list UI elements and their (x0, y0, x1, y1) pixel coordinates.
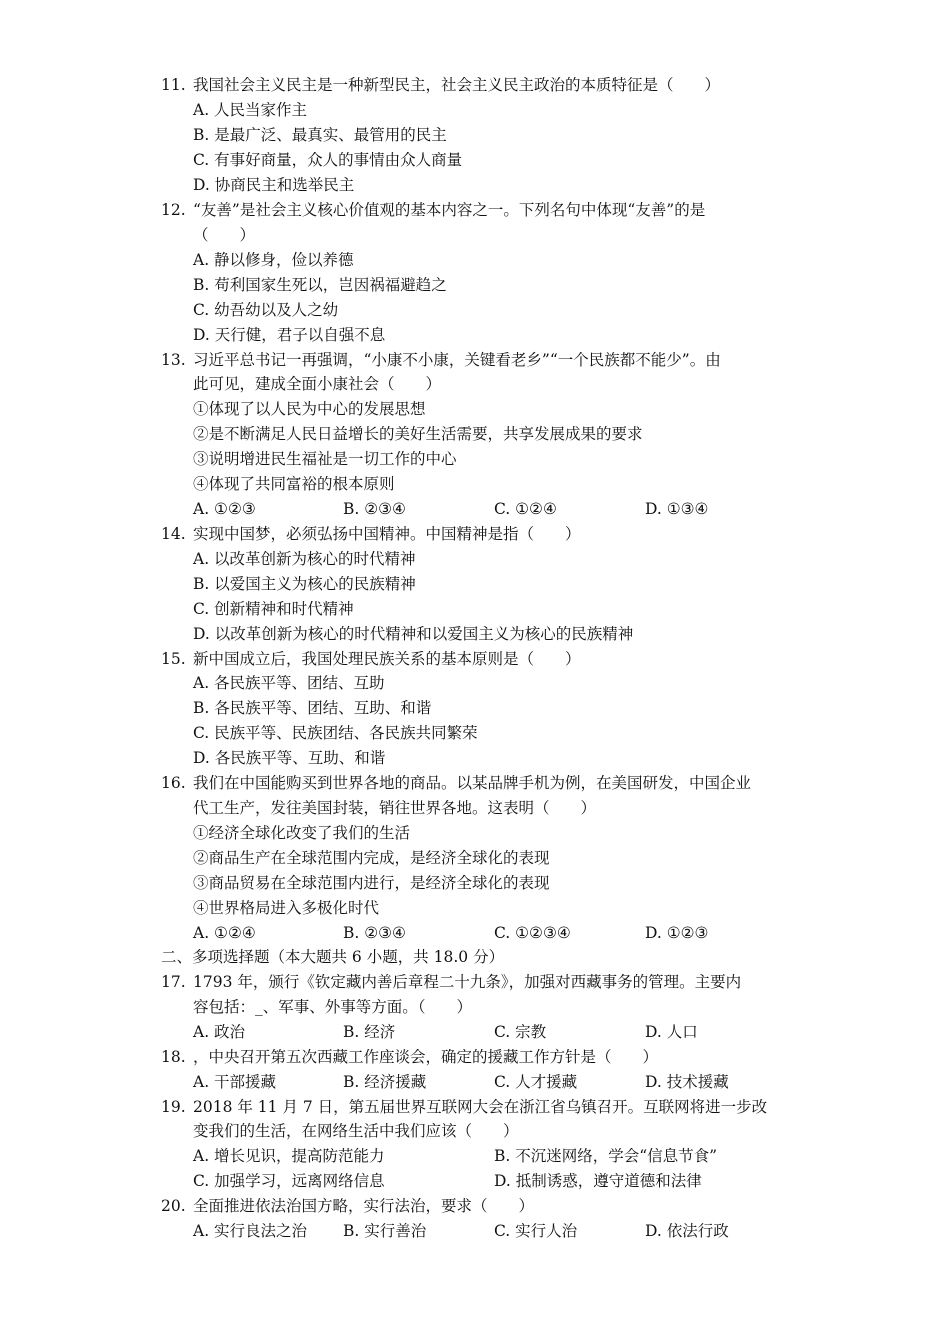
question-18-text: ，中央召开第五次西藏工作座谈会，确定的援藏工作方针是（ ） (193, 1048, 659, 1066)
question-19-text: 2018 年 11 月 7 日，第五届世界互联网大会在浙江省乌镇召开。互联网将进一步改 (193, 1098, 768, 1116)
question-17-text-cont: 容包括：_、军事、外事等方面。（ ） (193, 998, 473, 1016)
question-13-number: 13. (161, 351, 186, 369)
question-12-text: “友善”是社会主义核心价值观的基本内容之一。下列名句中体现“友善”的是 (193, 201, 706, 219)
question-18-number: 18. (161, 1048, 186, 1066)
question-15-option-c: C. 民族平等、民族团结、各民族共同繁荣 (193, 724, 478, 742)
question-13-item-1: ①体现了以人民为中心的发展思想 (193, 400, 426, 418)
question-17-option-d: D. 人口 (645, 1023, 698, 1041)
question-20-number: 20. (161, 1197, 186, 1215)
question-14-option-a: A. 以改革创新为核心的时代精神 (193, 550, 416, 568)
question-18-option-a: A. 干部援藏 (193, 1073, 277, 1091)
question-11-number: 11. (161, 76, 186, 94)
question-15-option-a: A. 各民族平等、团结、互助 (193, 674, 385, 692)
question-13-option-a: A. ①②③ (193, 500, 256, 518)
question-20-option-a: A. 实行良法之治 (193, 1222, 308, 1240)
question-16-option-c: C. ①②③④ (494, 924, 571, 942)
question-20-text: 全面推进依法治国方略，实行法治，要求（ ） (193, 1197, 535, 1215)
question-14-number: 14. (161, 525, 186, 543)
question-17-number: 17. (161, 973, 186, 991)
question-19-option-a: A. 增长见识，提高防范能力 (193, 1147, 385, 1165)
question-12-number: 12. (161, 201, 186, 219)
question-15-text: 新中国成立后，我国处理民族关系的基本原则是（ ） (193, 650, 581, 668)
question-11-option-b: B. 是最广泛、最真实、最管用的民主 (193, 126, 447, 144)
question-20-option-d: D. 依法行政 (645, 1222, 729, 1240)
question-19-text-cont: 变我们的生活，在网络生活中我们应该（ ） (193, 1122, 519, 1140)
question-16-text-cont: 代工生产，发往美国封装，销往世界各地。这表明（ ） (193, 799, 597, 817)
question-13-option-d: D. ①③④ (645, 500, 709, 518)
question-16-number: 16. (161, 774, 186, 792)
question-13-option-c: C. ①②④ (494, 500, 557, 518)
question-18-option-d: D. 技术援藏 (645, 1073, 729, 1091)
question-13-item-2: ②是不断满足人民日益增长的美好生活需要，共享发展成果的要求 (193, 425, 643, 443)
question-16-option-b: B. ②③④ (343, 924, 406, 942)
question-11-option-d: D. 协商民主和选举民主 (193, 176, 355, 194)
question-12-option-b: B. 苟利国家生死以，岂因祸福避趋之 (193, 276, 447, 294)
question-17-option-b: B. 经济 (343, 1023, 396, 1041)
question-17-option-a: A. 政治 (193, 1023, 246, 1041)
question-13-item-3: ③说明增进民生福祉是一切工作的中心 (193, 450, 457, 468)
question-19-option-d: D. 抵制诱惑，遵守道德和法律 (494, 1172, 702, 1190)
question-14-option-d: D. 以改革创新为核心的时代精神和以爱国主义为核心的民族精神 (193, 625, 634, 643)
question-11-option-a: A. 人民当家作主 (193, 101, 308, 119)
question-16-item-3: ③商品贸易在全球范围内进行，是经济全球化的表现 (193, 874, 550, 892)
question-12-option-c: C. 幼吾幼以及人之幼 (193, 301, 339, 319)
question-13-option-b: B. ②③④ (343, 500, 406, 518)
question-19-option-b: B. 不沉迷网络，学会“信息节食” (494, 1147, 718, 1165)
question-14-text: 实现中国梦，必须弘扬中国精神。中国精神是指（ ） (193, 525, 581, 543)
question-14-option-c: C. 创新精神和时代精神 (193, 600, 354, 618)
question-16-item-1: ①经济全球化改变了我们的生活 (193, 824, 411, 842)
question-13-item-4: ④体现了共同富裕的根本原则 (193, 475, 395, 493)
question-15-option-d: D. 各民族平等、互助、和谐 (193, 749, 386, 767)
question-19-number: 19. (161, 1098, 186, 1116)
question-12-option-d: D. 天行健，君子以自强不息 (193, 326, 386, 344)
question-13-text-cont: 此可见，建成全面小康社会（ ） (193, 375, 442, 393)
question-18-option-b: B. 经济援藏 (343, 1073, 427, 1091)
question-20-option-b: B. 实行善治 (343, 1222, 427, 1240)
question-16-text: 我们在中国能购买到世界各地的商品。以某品牌手机为例，在美国研发，中国企业 (193, 774, 752, 792)
question-13-text: 习近平总书记一再强调，“小康不小康，关键看老乡”“一个民族都不能少”。由 (193, 351, 721, 369)
section-heading: 二、多项选择题（本大题共 6 小题，共 18.0 分） (161, 948, 505, 966)
question-15-option-b: B. 各民族平等、团结、互助、和谐 (193, 699, 432, 717)
question-16-option-a: A. ①②④ (193, 924, 256, 942)
question-16-item-2: ②商品生产在全球范围内完成，是经济全球化的表现 (193, 849, 550, 867)
question-16-item-4: ④世界格局进入多极化时代 (193, 899, 380, 917)
question-17-text: 1793 年，颁行《钦定藏内善后章程二十九条》，加强对西藏事务的管理。主要内 (193, 973, 742, 991)
question-12-text-cont: （ ） (193, 226, 256, 244)
question-19-option-c: C. 加强学习，远离网络信息 (193, 1172, 385, 1190)
question-11-text: 我国社会主义民主是一种新型民主，社会主义民主政治的本质特征是（ ） (193, 76, 721, 94)
question-20-option-c: C. 实行人治 (494, 1222, 578, 1240)
question-16-option-d: D. ①②③ (645, 924, 709, 942)
question-17-option-c: C. 宗教 (494, 1023, 547, 1041)
question-14-option-b: B. 以爱国主义为核心的民族精神 (193, 575, 416, 593)
question-15-number: 15. (161, 650, 186, 668)
question-12-option-a: A. 静以修身，俭以养德 (193, 251, 354, 269)
question-18-option-c: C. 人才援藏 (494, 1073, 578, 1091)
question-11-option-c: C. 有事好商量，众人的事情由众人商量 (193, 151, 463, 169)
